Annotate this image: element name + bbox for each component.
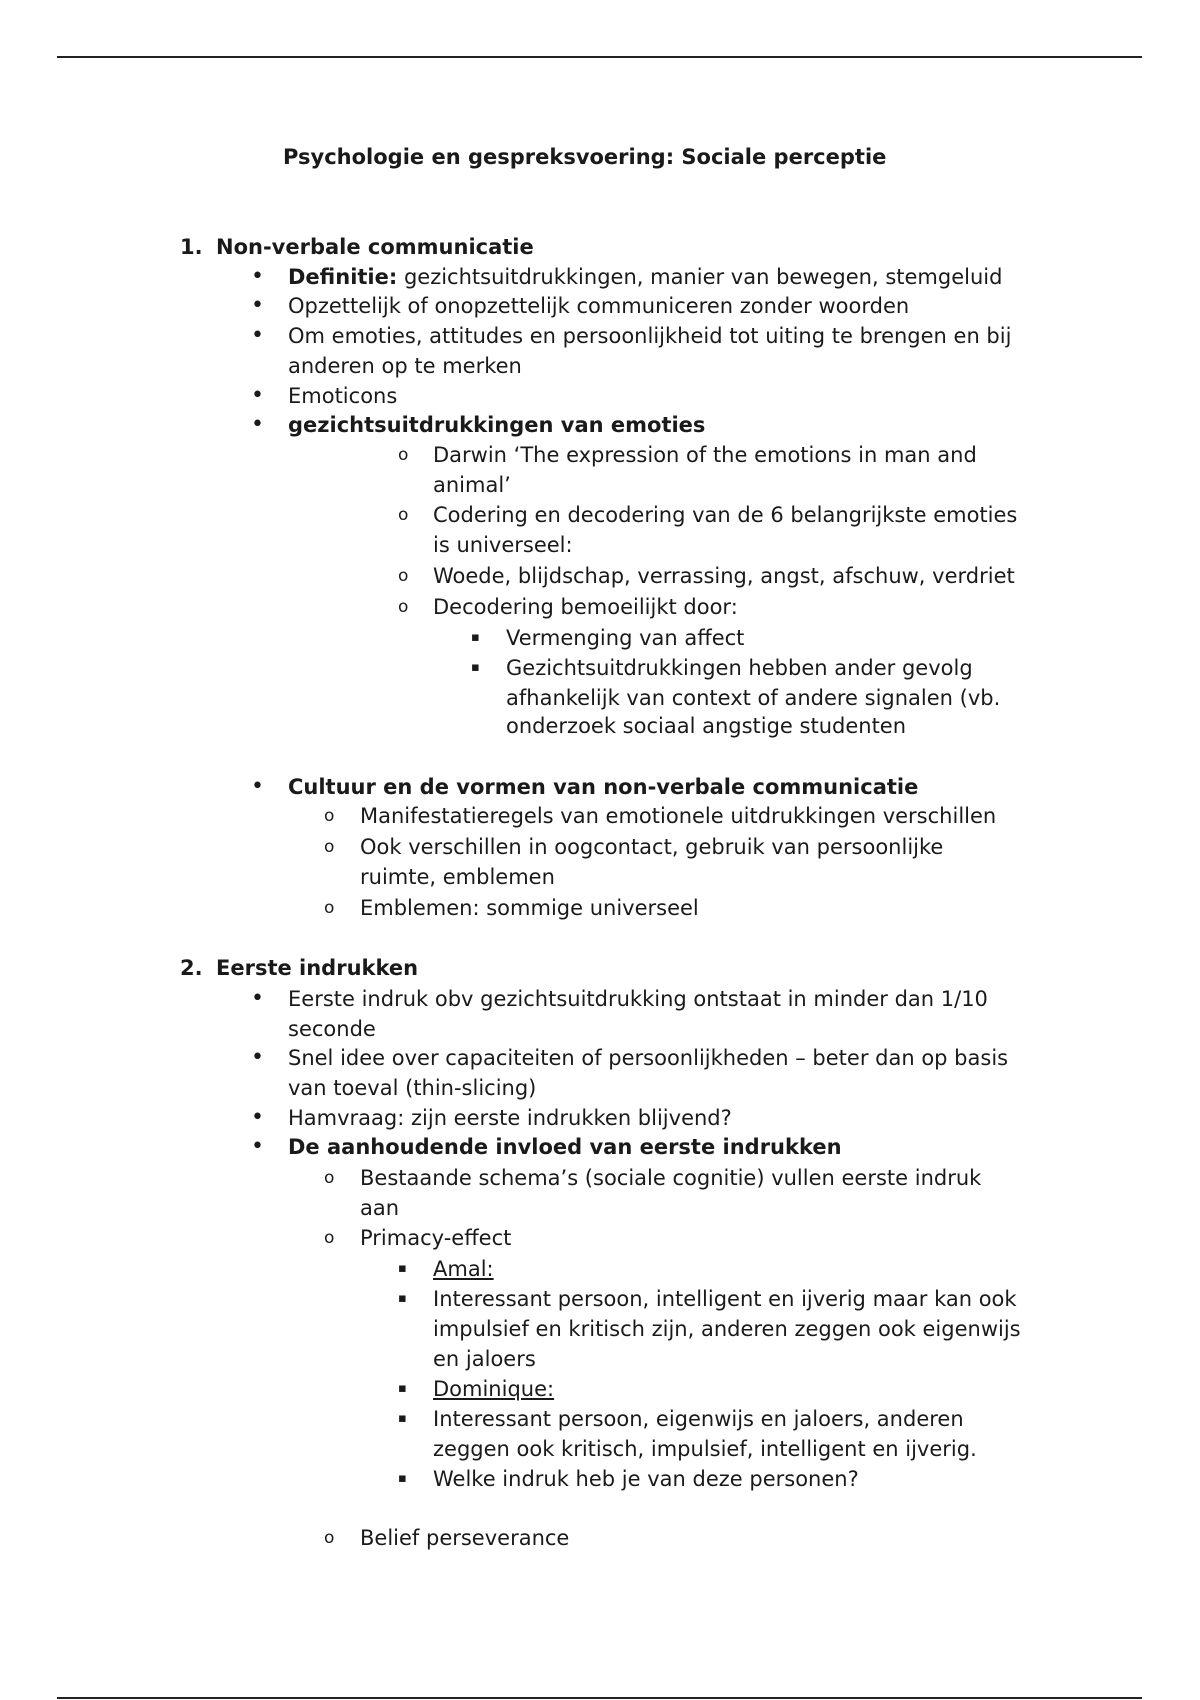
list-item-continuation: seconde: [288, 1017, 376, 1041]
sub-item: Darwin ‘The expression of the emotions in man and: [433, 443, 977, 467]
person-label-dominique: Dominique:: [433, 1377, 555, 1401]
sub-sub-item-continuation: en jaloers: [433, 1347, 536, 1371]
sub-item-continuation: is universeel:: [433, 533, 573, 557]
sub-item: Codering en decodering van de 6 belangrijkste emoties: [433, 503, 1018, 527]
bullet-square: ▪: [398, 1471, 407, 1486]
section-number: 2.: [180, 956, 203, 980]
bullet-circle: o: [398, 597, 409, 617]
sub-item: Primacy-effect: [360, 1226, 512, 1250]
bullet-disc: •: [251, 1134, 264, 1159]
bullet-square: ▪: [471, 660, 480, 675]
definition-label: Definitie:: [288, 265, 398, 289]
bullet-square: ▪: [471, 630, 480, 645]
bullet-circle: o: [398, 505, 409, 525]
bullet-circle: o: [324, 1168, 335, 1188]
sub-item-continuation: aan: [360, 1196, 400, 1220]
bullet-circle: o: [324, 898, 335, 918]
list-item: Opzettelijk of onopzettelijk communiceren zonder woorden: [288, 294, 910, 318]
person-label-amal: Amal:: [433, 1257, 494, 1281]
section-heading: Eerste indrukken: [216, 956, 419, 980]
sub-sub-item-continuation: zeggen ook kritisch, impulsief, intelligent en ijverig.: [433, 1437, 977, 1461]
list-item-continuation: van toeval (thin-slicing): [288, 1076, 537, 1100]
sub-sub-item: Interessant persoon, intelligent en ijverig maar kan ook: [433, 1287, 1017, 1311]
list-item: Snel idee over capaciteiten of persoonlijkheden – beter dan op basis: [288, 1046, 1009, 1070]
bullet-disc: •: [251, 323, 264, 348]
header-rule: [57, 56, 1142, 58]
list-item-continuation: anderen op te merken: [288, 354, 522, 378]
bullet-disc: •: [251, 264, 264, 289]
bullet-disc: •: [251, 774, 264, 799]
bullet-circle: o: [324, 806, 335, 826]
sub-item: Belief perseverance: [360, 1526, 570, 1550]
sub-item-continuation: ruimte, emblemen: [360, 865, 555, 889]
list-item: Emoticons: [288, 384, 398, 408]
list-item: Cultuur en de vormen van non-verbale communicatie: [288, 775, 919, 799]
bullet-disc: •: [251, 986, 264, 1011]
sub-sub-item: Welke indruk heb je van deze personen?: [433, 1467, 859, 1491]
list-item: Hamvraag: zijn eerste indrukken blijvend?: [288, 1106, 732, 1130]
bullet-square: ▪: [398, 1411, 407, 1426]
bullet-circle: o: [398, 445, 409, 465]
bullet-disc: •: [251, 1045, 264, 1070]
bullet-disc: •: [251, 412, 264, 437]
sub-sub-item-continuation: afhankelijk van context of andere signalen (vb.: [506, 686, 1001, 710]
sub-item-continuation: animal’: [433, 473, 511, 497]
sub-sub-item: Gezichtsuitdrukkingen hebben ander gevolg: [506, 656, 973, 680]
sub-sub-item: Interessant persoon, eigenwijs en jaloers, anderen: [433, 1407, 964, 1431]
bullet-square: ▪: [398, 1261, 407, 1276]
list-item: Eerste indruk obv gezichtsuitdrukking ontstaat in minder dan 1/10: [288, 987, 988, 1011]
section-number: 1.: [180, 235, 203, 259]
sub-item: Manifestatieregels van emotionele uitdrukkingen verschillen: [360, 804, 997, 828]
bullet-circle: o: [324, 1528, 335, 1548]
sub-item: Ook verschillen in oogcontact, gebruik van persoonlijke: [360, 835, 944, 859]
list-item: De aanhoudende invloed van eerste indrukken: [288, 1135, 842, 1159]
document-title: Psychologie en gespreksvoering: Sociale perceptie: [283, 145, 887, 169]
bullet-disc: •: [251, 383, 264, 408]
bullet-square: ▪: [398, 1291, 407, 1306]
bullet-circle: o: [398, 566, 409, 586]
bullet-circle: o: [324, 1228, 335, 1248]
list-item: Om emoties, attitudes en persoonlijkheid tot uiting te brengen en bij: [288, 324, 1012, 348]
sub-item: Decodering bemoeilijkt door:: [433, 595, 738, 619]
sub-sub-item-continuation: impulsief en kritisch zijn, anderen zeggen ook eigenwijs: [433, 1317, 1021, 1341]
sub-item: Woede, blijdschap, verrassing, angst, afschuw, verdriet: [433, 564, 1015, 588]
list-item: gezichtsuitdrukkingen van emoties: [288, 413, 706, 437]
sub-item: Emblemen: sommige universeel: [360, 896, 699, 920]
list-item: [288, 262, 1002, 292]
definition-text: gezichtsuitdrukkingen, manier van bewegen, stemgeluid: [397, 265, 1003, 289]
sub-item: Bestaande schema’s (sociale cognitie) vullen eerste indruk: [360, 1166, 982, 1190]
sub-sub-item: Vermenging van affect: [506, 626, 745, 650]
bullet-disc: •: [251, 293, 264, 318]
bullet-square: ▪: [398, 1381, 407, 1396]
footer-rule: [57, 1697, 1142, 1699]
section-heading: Non-verbale communicatie: [216, 235, 534, 259]
sub-sub-item-continuation: onderzoek sociaal angstige studenten: [506, 714, 907, 738]
bullet-disc: •: [251, 1105, 264, 1130]
bullet-circle: o: [324, 837, 335, 857]
